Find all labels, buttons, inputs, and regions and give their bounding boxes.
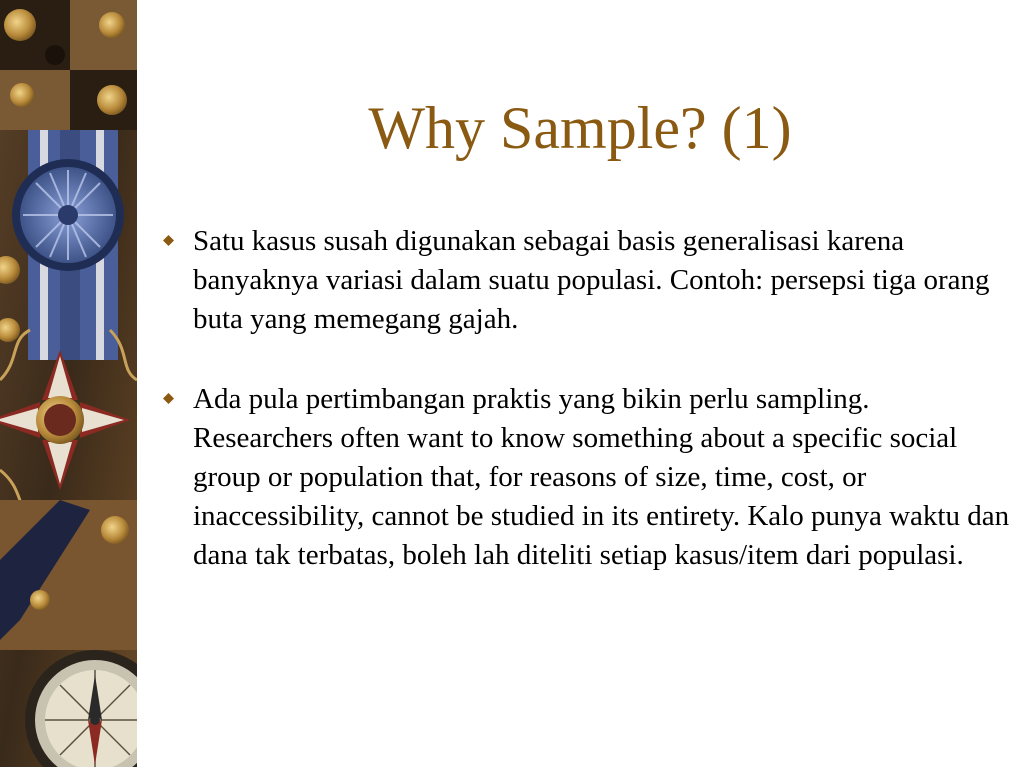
bullet-item bbox=[160, 222, 1010, 339]
diamond-bullet-icon bbox=[163, 235, 174, 246]
bullet-list bbox=[160, 222, 1010, 575]
slide-title: Why Sample? (1) bbox=[368, 95, 792, 161]
bullet-text: Ada pula pertimbangan praktis yang bikin perlu sampling. Researchers often want to know something about a specific social group or population that, for reasons of size, time, cost, or inaccessibility, cannot be studied in its entirety. Kalo punya waktu dan dana tak terbatas, boleh lah diteliti setiap kasus/item dari populasi. bbox=[193, 383, 1010, 571]
bullet-item bbox=[160, 380, 1010, 575]
diamond-bullet-icon bbox=[163, 393, 174, 404]
decorative-medal-collage-image bbox=[0, 0, 137, 767]
bullet-text: Satu kasus susah digunakan sebagai basis generalisasi karena banyaknya variasi dalam suatu populasi. Contoh: persepsi tiga orang buta yang memegang gajah. bbox=[193, 225, 990, 335]
